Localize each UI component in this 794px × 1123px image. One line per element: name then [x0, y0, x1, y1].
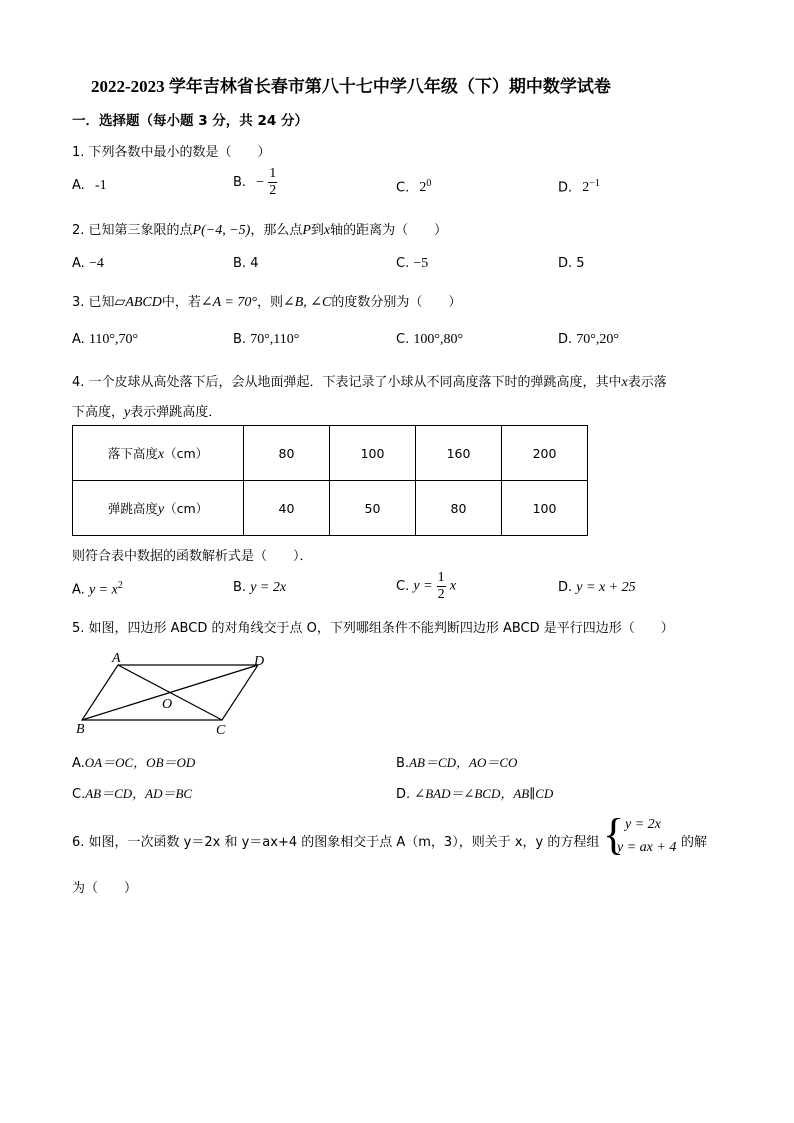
math-angle: ∠A = 70°	[200, 295, 257, 310]
q5-option-c[interactable]	[72, 783, 192, 802]
table-cell: 40	[244, 481, 330, 536]
question-4-line-1	[72, 371, 667, 391]
q2-option-d[interactable]	[558, 256, 585, 271]
option-label: C.	[396, 256, 410, 271]
option-text: 70°,20°	[576, 332, 619, 347]
math-var: x	[323, 223, 331, 238]
stem-text: ，则	[256, 295, 283, 310]
stem-text: 的度数分别为（ ）	[331, 295, 462, 310]
stem-text: 2. 已知第三象限的点	[72, 223, 193, 238]
table-cell: 200	[502, 426, 588, 481]
math-point: P(−4, −5)	[192, 223, 251, 238]
option-text: 4	[250, 256, 259, 271]
power-exponent: −1	[589, 178, 600, 189]
option-text: y = x	[88, 582, 118, 598]
stem-text: 表示落	[627, 375, 667, 390]
stem-text: 3. 已知	[72, 295, 115, 310]
vertex-label-b: B	[76, 722, 85, 737]
math-var: P	[302, 223, 311, 238]
q1-option-d[interactable]	[558, 178, 600, 196]
system-equation-1: y = 2x	[625, 817, 661, 832]
option-label: B.	[233, 256, 247, 271]
q4-option-c[interactable]	[396, 570, 456, 603]
math-var: x	[621, 375, 628, 390]
header-text: 落下高度	[107, 445, 158, 461]
power-base: 2	[419, 180, 427, 196]
math-var: y	[157, 501, 165, 517]
q1-option-a[interactable]	[72, 178, 107, 194]
fraction	[268, 166, 277, 199]
option-text: −4	[88, 256, 104, 271]
table-cell: 160	[416, 426, 502, 481]
stem-text: 4. 一个皮球从高处落下后，会从地面弹起．下表记录了小球从不同高度落下时的弹跳高度，其中	[72, 375, 622, 390]
table-cell: 80	[416, 481, 502, 536]
option-text: ∠BAD＝∠BCD，AB∥CD	[414, 786, 554, 801]
option-text: -1	[94, 178, 107, 193]
option-label: D.	[558, 580, 573, 595]
system-brace: {	[603, 810, 625, 859]
q4-option-b[interactable]	[233, 580, 286, 596]
option-label: D.	[558, 256, 573, 271]
math-var: y	[124, 405, 131, 420]
option-label: C.	[396, 579, 410, 594]
fraction	[437, 570, 446, 603]
parallelogram-figure	[74, 650, 274, 740]
option-label: C.	[72, 787, 86, 802]
q3-option-d[interactable]	[558, 332, 619, 348]
minus-sign: −	[256, 174, 265, 190]
option-label: C.	[396, 180, 410, 196]
question-6-stem: 6. 如图，一次函数 y＝2x 和 y＝ax+4 的图象相交于点 A（m，3），则关于 x，y 的方程组	[72, 835, 600, 850]
table-cell: 50	[330, 481, 416, 536]
q5-option-d[interactable]	[396, 783, 553, 802]
stem-text: 下高度，	[72, 405, 125, 420]
section-heading: 一．选择题（每小题 3 分，共 24 分）	[72, 113, 308, 129]
question-5-stem: 5. 如图，四边形 ABCD 的对角线交于点 O，下列哪组条件不能判断四边形 ABCD 是平行四边形（ ）	[72, 621, 674, 636]
option-label: A.	[72, 256, 85, 271]
option-text: 5	[576, 256, 585, 271]
option-label: B.	[233, 332, 247, 347]
q4-option-d[interactable]	[558, 580, 636, 596]
q3-option-b[interactable]	[233, 332, 299, 348]
question-2-stem	[72, 219, 447, 239]
q1-option-b[interactable]	[233, 166, 277, 199]
option-label: A.	[72, 332, 85, 347]
q5-option-a[interactable]	[72, 752, 195, 771]
system-equation-2: y = ax + 4	[617, 840, 677, 855]
q4-option-a[interactable]	[72, 580, 123, 598]
option-label: A.	[72, 178, 85, 193]
data-table	[72, 425, 588, 536]
option-text: y = x + 25	[576, 580, 636, 595]
option-label: B.	[233, 580, 247, 595]
q2-option-b[interactable]	[233, 256, 258, 271]
option-text: AB＝CD，AO＝CO	[409, 755, 518, 770]
center-label-o: O	[162, 697, 173, 712]
q5-option-b[interactable]	[396, 752, 517, 771]
vertex-label-c: C	[216, 723, 226, 738]
q2-option-c[interactable]	[396, 256, 428, 272]
stem-text: ，那么点	[250, 223, 303, 238]
option-label: D.	[558, 180, 573, 196]
table-cell: 100	[330, 426, 416, 481]
unit-text: （cm）	[164, 500, 209, 516]
math-var: x	[157, 446, 165, 462]
option-text: 70°,110°	[250, 332, 300, 347]
stem-text: 到	[310, 223, 324, 238]
option-label: A.	[72, 582, 85, 598]
option-label: D.	[558, 332, 573, 347]
math-text: y =	[413, 578, 433, 594]
math-angles: ∠B, ∠C	[282, 295, 332, 310]
power-base: 2	[582, 180, 590, 196]
option-text: −5	[413, 256, 429, 271]
math-parallelogram: ▱ABCD	[114, 295, 162, 310]
option-label: A.	[72, 756, 85, 771]
option-label: B.	[396, 756, 410, 771]
option-text: y = 2x	[250, 580, 287, 595]
unit-text: （cm）	[164, 445, 209, 461]
table-row	[73, 426, 588, 481]
table-cell: 100	[502, 481, 588, 536]
fraction-denominator: 2	[269, 183, 277, 198]
question-3-stem	[72, 291, 461, 311]
option-text: 110°,70°	[88, 332, 139, 347]
table-row	[73, 481, 588, 536]
q1-option-c[interactable]	[396, 178, 431, 196]
stem-text: 轴的距离为（ ）	[330, 223, 448, 238]
question-4-line-2	[72, 401, 221, 421]
vertex-label-d: D	[254, 654, 265, 669]
table-row-header	[73, 426, 244, 481]
option-text: AB＝CD，AD＝BC	[85, 786, 193, 801]
option-text: 100°,80°	[413, 332, 464, 347]
q2-option-a[interactable]	[72, 256, 104, 272]
q3-option-a[interactable]	[72, 332, 138, 348]
option-text: OA＝OC，OB＝OD	[84, 755, 196, 770]
math-var: x	[449, 578, 457, 594]
vertex-label-a: A	[112, 651, 121, 666]
question-1-stem: 1. 下列各数中最小的数是（ ）	[72, 145, 271, 160]
fraction-numerator: 1	[437, 570, 445, 585]
stem-text: 中，若	[161, 295, 201, 310]
option-label: D.	[396, 787, 411, 802]
q3-option-c[interactable]	[396, 332, 463, 348]
header-text: 弹跳高度	[107, 500, 158, 516]
table-cell: 80	[244, 426, 330, 481]
question-4-ask: 则符合表中数据的函数解析式是（ ）．	[72, 549, 313, 564]
question-6-tail: 的解	[681, 835, 708, 850]
power-exponent: 2	[117, 580, 123, 591]
option-label: C.	[396, 332, 410, 347]
stem-text: 表示弹跳高度．	[130, 405, 222, 420]
fraction-numerator: 1	[269, 166, 277, 181]
fraction-denominator: 2	[437, 587, 445, 602]
power-exponent: 0	[426, 178, 432, 189]
page-title: 2022-2023 学年吉林省长春市第八十七中学八年级（下）期中数学试卷	[91, 77, 611, 96]
option-label: B.	[233, 175, 247, 190]
table-row-header	[73, 481, 244, 536]
question-6-line-2: 为（ ）	[72, 881, 138, 896]
